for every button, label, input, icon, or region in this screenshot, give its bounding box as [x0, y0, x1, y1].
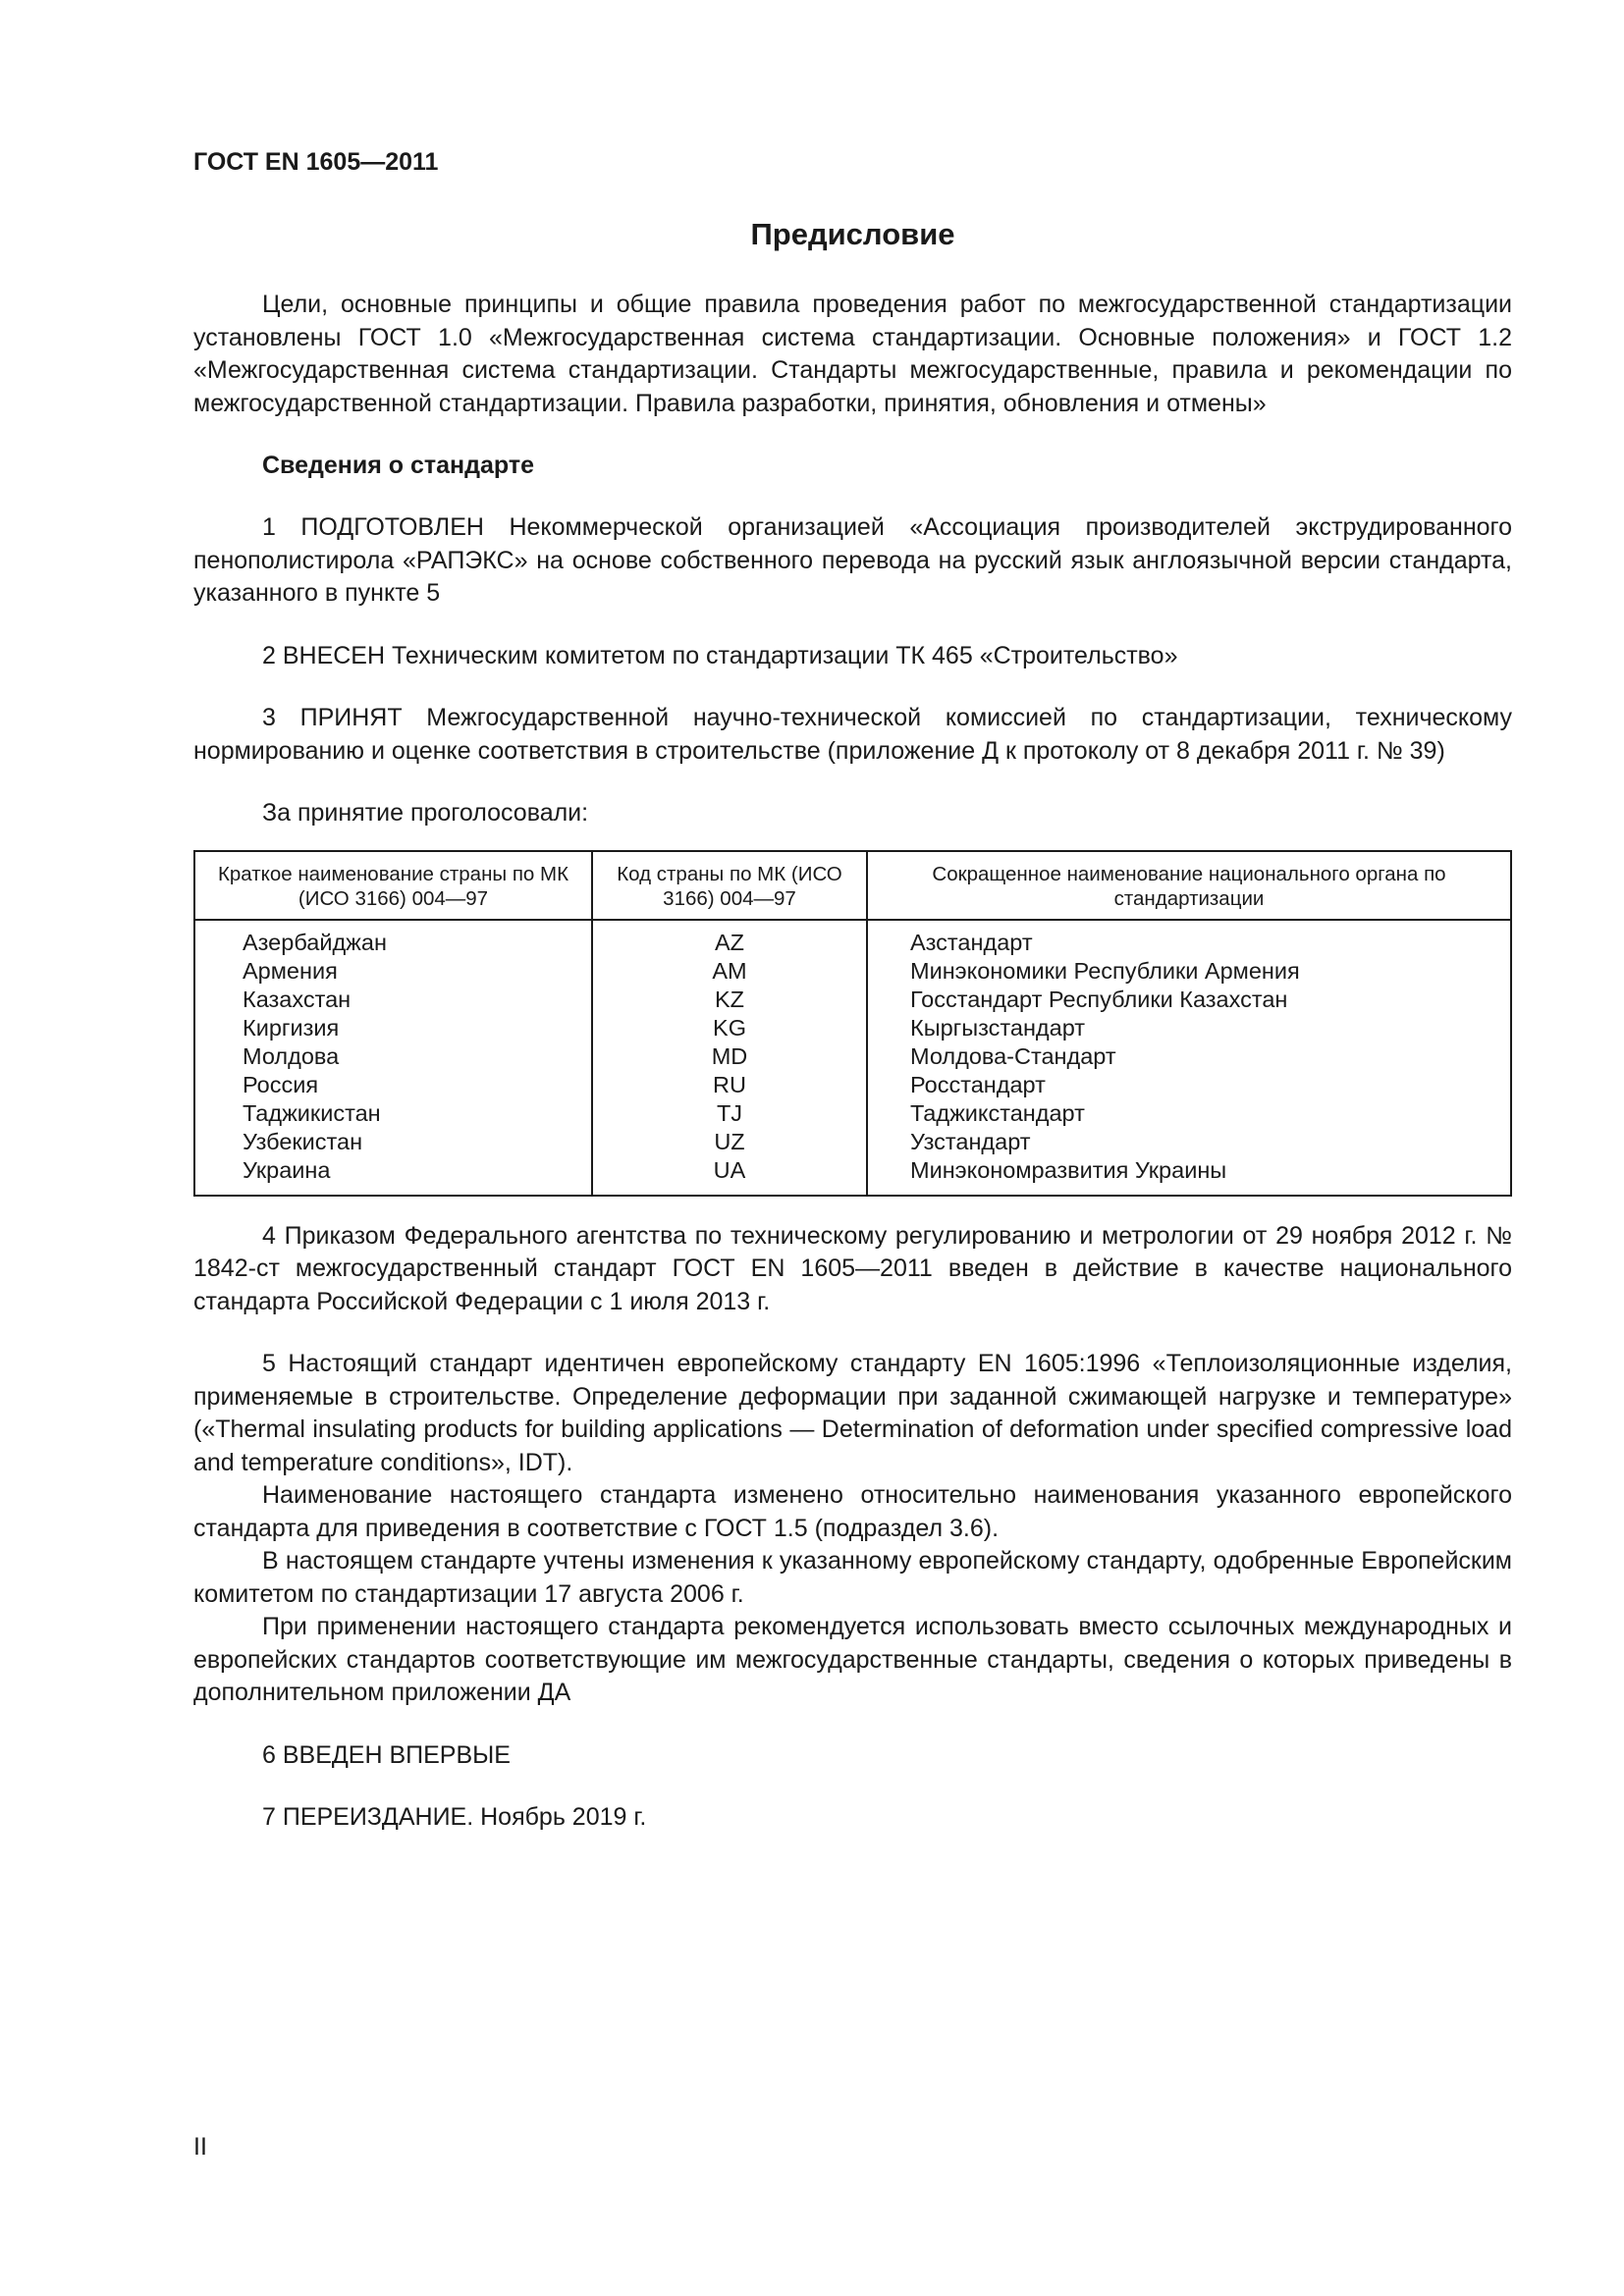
table-cell-country: Россия: [243, 1071, 319, 1097]
header-country: Краткое наименование страны по МК (ИСО 3166) 004—97: [194, 851, 592, 920]
table-body-row: [194, 920, 1511, 1196]
table-cell-code: KG: [713, 1014, 746, 1041]
table-cell-body: Госстандарт Республики Казахстан: [910, 986, 1288, 1012]
standards-body-column: [867, 920, 1511, 1196]
item-3-adopted: 3 ПРИНЯТ Межгосударственной научно-технической комиссией по стандартизации, техническому нормированию и оценке соответствия в строительстве (приложение Д к протоколу от 8 декабря 2011 г. № 39): [193, 704, 1512, 765]
table-cell-body: Азстандарт: [910, 929, 1033, 955]
table-cell-body: Молдова-Стандарт: [910, 1042, 1116, 1069]
intro-paragraph: Цели, основные принципы и общие правила проведения работ по межгосударственной стандартизации установлены ГОСТ 1.0 «Межгосударственная система стандартизации. Основные положения» и ГОСТ 1.2 «Межгосударственная система стандартизации. Стандарты межгосударственные, правила и рекомендации по межгосударственной стандартизации. Правила разработки, принятия, обновления и отмены»: [193, 291, 1512, 417]
code-column: [592, 920, 867, 1196]
table-cell-code: AM: [712, 957, 747, 984]
page-number: II: [193, 2133, 207, 2161]
item-5-references: При применении настоящего стандарта рекомендуется использовать вместо ссылочных международных и европейских стандартов соответствующие им межгосударственные стандарты, сведения о которых приведены в дополнительном приложении ДА: [193, 1613, 1512, 1706]
item-6-first-introduced: 6 ВВЕДЕН ВПЕРВЫЕ: [262, 1740, 511, 1769]
document-page: [193, 147, 1512, 1835]
table-cell-country: Украина: [243, 1156, 331, 1183]
table-cell-country: Киргизия: [243, 1014, 340, 1041]
table-cell-body: Минэкономики Республики Армения: [910, 957, 1300, 984]
header-code: Код страны по МК (ИСО 3166) 004—97: [592, 851, 867, 920]
table-cell-country: Казахстан: [243, 986, 352, 1012]
item-5-amendments: В настоящем стандарте учтены изменения к указанному европейскому стандарту, одобренные Европейским комитетом по стандартизации 17 августа 2006 г.: [193, 1547, 1512, 1608]
table-cell-country: Узбекистан: [243, 1128, 363, 1154]
table-cell-country: Молдова: [243, 1042, 340, 1069]
voted-label: За принятие проголосовали:: [262, 799, 589, 827]
table-cell-code: AZ: [714, 929, 745, 955]
item-1-prepared: 1 ПОДГОТОВЛЕН Некоммерческой организацией «Ассоциация производителей экструдированного пенополистирола «РАПЭКС» на основе собственного перевода на русский язык англоязычной версии стандарта, указанного в пункте 5: [193, 513, 1512, 607]
voting-countries-table: [193, 850, 1512, 1197]
table-cell-code: RU: [713, 1071, 746, 1097]
table-cell-country: Азербайджан: [243, 929, 387, 955]
table-cell-country: Армения: [243, 957, 338, 984]
table-cell-code: TJ: [716, 1099, 743, 1126]
standard-info-heading: Сведения о стандарте: [262, 452, 535, 479]
table-cell-code: MD: [711, 1042, 748, 1069]
country-column: [194, 920, 592, 1196]
table-cell-code: UZ: [714, 1128, 745, 1154]
item-5-name-change: Наименование настоящего стандарта изменено относительно наименования указанного европейского стандарта для приведения в соответствие с ГОСТ 1.5 (подраздел 3.6).: [193, 1481, 1512, 1542]
table-header-row: [194, 851, 1511, 920]
item-5-identical: 5 Настоящий стандарт идентичен европейскому стандарту EN 1605:1996 «Теплоизоляционные изделия, применяемые в строительстве. Определение деформации при заданной сжимающей нагрузке и температуре» («Thermal insulating products for building applications — Determination of deformation under specified compressive load and temperature conditions», IDT).: [193, 1350, 1512, 1476]
table-cell-body: Кыргызстандарт: [910, 1014, 1086, 1041]
table-cell-country: Таджикистан: [243, 1099, 381, 1126]
item-4-enacted: 4 Приказом Федерального агентства по техническому регулированию и метрологии от 29 ноября 2012 г. № 1842-ст межгосударственный стандарт ГОСТ EN 1605—2011 введен в действие в качестве национального стандарта Российской Федерации с 1 июля 2013 г.: [193, 1221, 1512, 1315]
table-cell-code: KZ: [714, 986, 745, 1012]
item-2-introduced: 2 ВНЕСЕН Техническим комитетом по стандартизации ТК 465 «Строительство»: [262, 641, 1178, 669]
document-code: ГОСТ EN 1605—2011: [193, 148, 439, 176]
table-cell-body: Таджикстандарт: [910, 1099, 1085, 1126]
table-cell-body: Минэкономразвития Украины: [910, 1156, 1227, 1183]
item-7-reissue: 7 ПЕРЕИЗДАНИЕ. Ноябрь 2019 г.: [262, 1803, 647, 1831]
table-cell-body: Узстандарт: [910, 1128, 1031, 1154]
section-title: Предисловие: [750, 217, 955, 251]
header-standards-body: Сокращенное наименование национального органа по стандартизации: [867, 851, 1511, 920]
table-cell-body: Росстандарт: [910, 1071, 1046, 1097]
table-cell-code: UA: [713, 1156, 746, 1183]
